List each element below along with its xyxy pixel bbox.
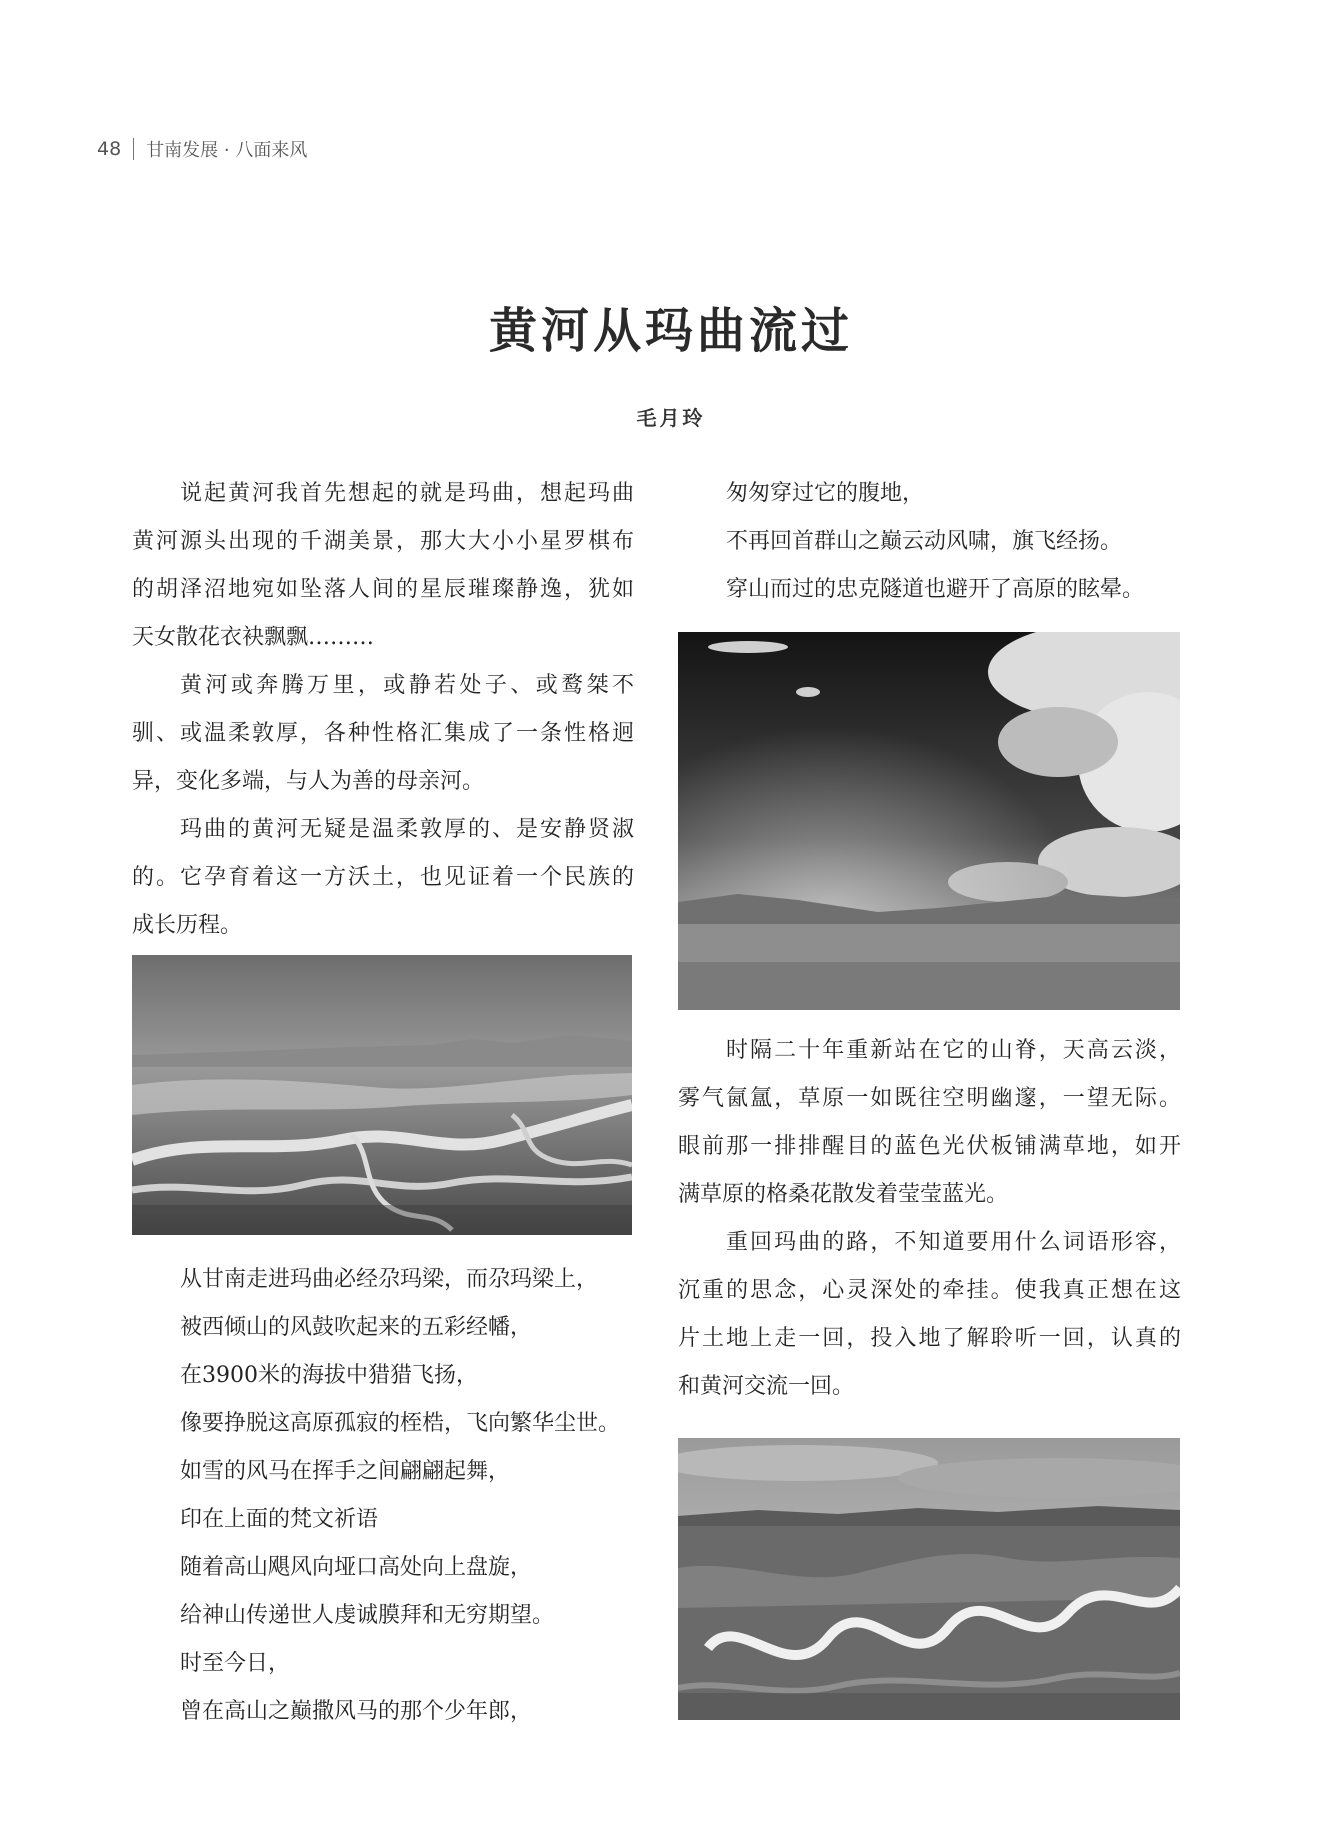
paragraph-line: 驯、或温柔敦厚，各种性格汇集成了一条性格迥	[132, 721, 634, 746]
poem-line: 从甘南走进玛曲必经尕玛梁，而尕玛梁上，	[180, 1267, 599, 1292]
right-column-body	[678, 1027, 1181, 1411]
paragraph-line: 说起黄河我首先想起的就是玛曲，想起玛曲	[180, 481, 634, 506]
article-author: 毛月玲	[636, 406, 706, 430]
paragraph-line: 黄河或奔腾万里，或静若处子、或鹜桀不	[180, 673, 634, 698]
article-title: 黄河从玛曲流过	[488, 303, 853, 359]
paragraph-line: 成长历程。	[132, 913, 243, 938]
photo-river-delta	[132, 955, 632, 1235]
poem-line: 印在上面的梵文祈语	[180, 1507, 379, 1532]
poem-line: 给神山传递世人虔诚膜拜和无穷期望。	[180, 1603, 555, 1628]
paragraph-line: 满草原的格桑花散发着莹莹蓝光。	[678, 1182, 1009, 1207]
paragraph-line: 的。它孕育着这一方沃土，也见证着一个民族的	[132, 865, 634, 890]
paragraph-line: 雾气氤氲，草原一如既往空明幽邃，一望无际。	[678, 1086, 1181, 1111]
poem-line: 不再回首群山之巅云动风啸，旗飞经扬。	[726, 529, 1123, 554]
paragraph-line: 异，变化多端，与人为善的母亲河。	[132, 769, 485, 794]
paragraph-line: 天女散花衣袂飘飘………	[132, 625, 375, 650]
poem-line: 时至今日，	[180, 1651, 291, 1676]
poem-line: 在3900米的海拔中猎猎飞扬，	[180, 1363, 478, 1388]
poem-line: 像要挣脱这高原孤寂的桎梏，飞向繁华尘世。	[180, 1411, 621, 1436]
paragraph-line: 黄河源头出现的千湖美景，那大大小小星罗棋布	[132, 529, 634, 554]
paragraph-line: 片土地上走一回，投入地了解聆听一回，认真的	[678, 1326, 1181, 1351]
paragraph-line: 的胡泽沼地宛如坠落人间的星辰璀璨静逸，犹如	[132, 577, 634, 602]
section-name: 甘南发展 · 八面来风	[146, 140, 308, 161]
paragraph-line: 眼前那一排排醒目的蓝色光伏板铺满草地，如开	[678, 1134, 1181, 1159]
running-header	[97, 136, 307, 162]
poem-line: 随着高山飓风向垭口高处向上盘旋，	[180, 1555, 533, 1580]
right-column-top	[678, 470, 1198, 614]
paragraph-line: 时隔二十年重新站在它的山脊，天高云淡，	[726, 1038, 1181, 1063]
page-number: 48	[97, 138, 122, 160]
left-column-intro	[132, 470, 634, 950]
poem-line: 曾在高山之巅撒风马的那个少年郎，	[180, 1699, 533, 1724]
paragraph-line: 重回玛曲的路，不知道要用什么词语形容，	[726, 1230, 1181, 1255]
poem-line: 穿山而过的忠克隧道也避开了高原的眩晕。	[726, 577, 1145, 602]
paragraph-line: 沉重的思念，心灵深处的牵挂。使我真正想在这	[678, 1278, 1181, 1303]
paragraph-line: 和黄河交流一回。	[678, 1374, 855, 1399]
poem-line: 如雪的风马在挥手之间翩翩起舞，	[180, 1459, 511, 1484]
poem-line: 被西倾山的风鼓吹起来的五彩经幡，	[180, 1315, 533, 1340]
paragraph-line: 玛曲的黄河无疑是温柔敦厚的、是安静贤淑	[180, 817, 634, 842]
photo-meandering-river	[678, 1438, 1180, 1720]
poem-line: 匆匆穿过它的腹地，	[726, 481, 925, 506]
photo-sky-grassland	[678, 632, 1180, 1010]
left-column-poem	[132, 1256, 642, 1736]
header-divider	[133, 138, 134, 160]
